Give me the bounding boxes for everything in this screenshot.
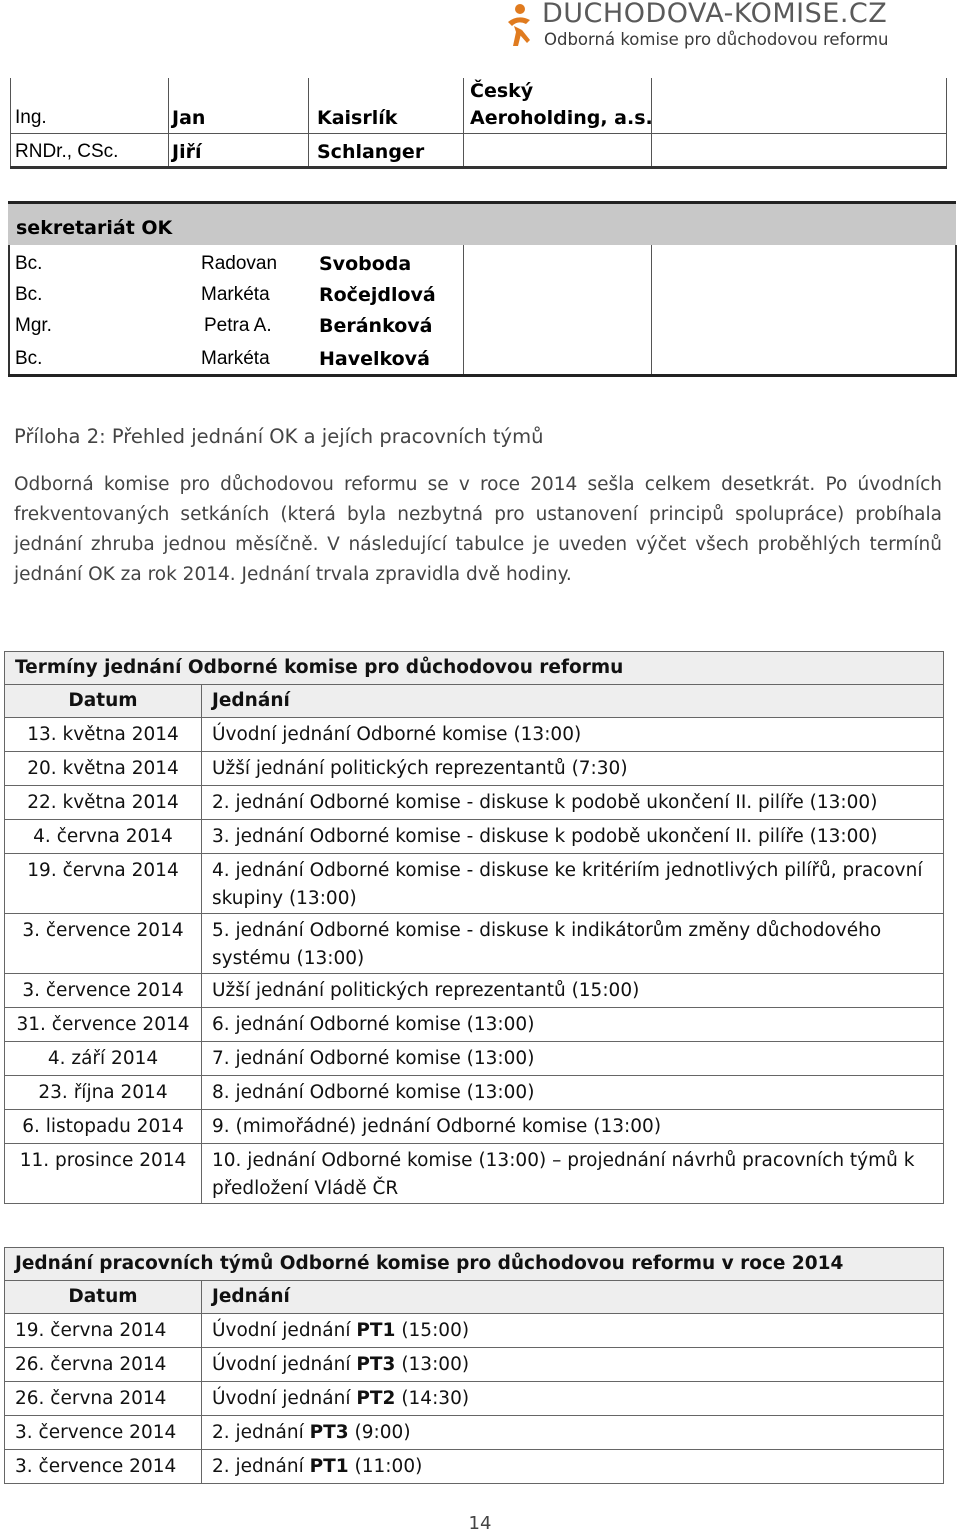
meeting-date: 4. září 2014 (5, 1042, 202, 1076)
paragraph-line: Odborná komise pro důchodovou reformu se v roce 2014 sešla celkem desetkrát. Po úvodních (14, 474, 942, 495)
commission-meetings-table (4, 651, 944, 1204)
meeting-description: Úvodní jednání PT2 (14:30) (202, 1382, 944, 1416)
meeting-description: 5. jednání Odborné komise - diskuse k indikátorům změny důchodového systému (13:00) (202, 914, 944, 974)
meeting-description: 3. jednání Odborné komise - diskuse k podobě ukončení II. pilíře (13:00) (202, 820, 944, 854)
team-code: PT1 (309, 1456, 349, 1477)
secretariat-last-name: Svoboda (319, 253, 412, 275)
meeting-description: Úvodní jednání PT3 (13:00) (202, 1348, 944, 1382)
meeting-description: Úvodní jednání PT1 (15:00) (202, 1314, 944, 1348)
logo-mark-icon (500, 0, 540, 50)
meeting-date: 26. června 2014 (5, 1382, 202, 1416)
column-header-meeting: Jednání (202, 1281, 944, 1314)
table-row (5, 1416, 944, 1450)
member-title: RNDr., CSc. (15, 141, 119, 162)
paragraph-line: jednání zhruba jednou měsíčně. V následující tabulce je uveden výčet všech proběhlých termínů (14, 534, 942, 555)
member-last-name: Kaisrlík (317, 107, 398, 129)
member-org: Český (470, 80, 534, 102)
meeting-date: 3. července 2014 (5, 1416, 202, 1450)
table-row (5, 1314, 944, 1348)
meeting-date: 3. července 2014 (5, 974, 202, 1008)
meeting-description: Úvodní jednání Odborné komise (13:00) (202, 718, 944, 752)
logo-subtitle: Odborná komise pro důchodovou reformu (544, 30, 889, 49)
meeting-description: 2. jednání PT1 (11:00) (202, 1450, 944, 1484)
meeting-date: 31. července 2014 (5, 1008, 202, 1042)
meeting-date: 26. června 2014 (5, 1348, 202, 1382)
table-row (5, 718, 944, 752)
meeting-date: 11. prosince 2014 (5, 1144, 202, 1204)
secretariat-first-name: Markéta (201, 284, 270, 305)
table-row (5, 786, 944, 820)
secretariat-first-name: Petra A. (204, 315, 272, 336)
meeting-date: 19. června 2014 (5, 1314, 202, 1348)
team-code: PT2 (356, 1388, 396, 1409)
table-row (5, 1076, 944, 1110)
page-number: 14 (468, 1513, 492, 1534)
secretariat-last-name: Beránková (319, 315, 433, 337)
team-code: PT3 (356, 1354, 396, 1375)
table-title: Jednání pracovních týmů Odborné komise pro důchodovou reformu v roce 2014 (5, 1248, 944, 1281)
team-meetings-table (4, 1247, 944, 1484)
meeting-description: 2. jednání Odborné komise - diskuse k podobě ukončení II. pilíře (13:00) (202, 786, 944, 820)
meeting-date: 13. května 2014 (5, 718, 202, 752)
logo-title: DUCHODOVA-KOMISE.CZ (542, 0, 888, 29)
annex-heading: Příloha 2: Přehled jednání OK a jejích pracovních týmů (14, 425, 544, 448)
table-row (5, 1382, 944, 1416)
site-logo (500, 0, 940, 56)
secretariat-last-name: Havelková (319, 348, 430, 370)
meeting-description: 9. (mimořádné) jednání Odborné komise (13:00) (202, 1110, 944, 1144)
meeting-description: 7. jednání Odborné komise (13:00) (202, 1042, 944, 1076)
meeting-description: 10. jednání Odborné komise (13:00) – projednání návrhů pracovních týmů k předložení Vládě ČR (202, 1144, 944, 1204)
column-header-date: Datum (5, 1281, 202, 1314)
table-row (5, 854, 944, 914)
team-code: PT3 (309, 1422, 349, 1443)
secretariat-title: Bc. (15, 348, 43, 369)
meeting-date: 4. června 2014 (5, 820, 202, 854)
meeting-description: 6. jednání Odborné komise (13:00) (202, 1008, 944, 1042)
table-row (5, 820, 944, 854)
meeting-date: 6. listopadu 2014 (5, 1110, 202, 1144)
table-title: Termíny jednání Odborné komise pro důchodovou reformu (5, 652, 944, 685)
meeting-description: Užší jednání politických reprezentantů (15:00) (202, 974, 944, 1008)
meeting-date: 19. června 2014 (5, 854, 202, 914)
meeting-date: 3. července 2014 (5, 1450, 202, 1484)
secretariat-title: Bc. (15, 253, 43, 274)
secretariat-last-name: Ročejdlová (319, 284, 436, 306)
member-first-name: Jiří (172, 141, 202, 163)
meeting-date: 22. května 2014 (5, 786, 202, 820)
column-header-meeting: Jednání (202, 685, 944, 718)
table-row (5, 974, 944, 1008)
table-row (5, 1008, 944, 1042)
table-row (5, 1144, 944, 1204)
meeting-description: 4. jednání Odborné komise - diskuse ke kritériím jednotlivých pilířů, pracovní skupiny (13:00) (202, 854, 944, 914)
table-row (5, 1348, 944, 1382)
table-row (5, 1450, 944, 1484)
meeting-date: 23. října 2014 (5, 1076, 202, 1110)
member-title: Ing. (15, 107, 47, 128)
meeting-description: 8. jednání Odborné komise (13:00) (202, 1076, 944, 1110)
member-org: Aeroholding, a.s. (470, 107, 653, 129)
meeting-date: 20. května 2014 (5, 752, 202, 786)
meeting-description: Užší jednání politických reprezentantů (7:30) (202, 752, 944, 786)
member-first-name: Jan (172, 107, 206, 129)
table-row (5, 914, 944, 974)
secretariat-header: sekretariát OK (16, 217, 173, 239)
secretariat-first-name: Markéta (201, 348, 270, 369)
table-row (5, 1042, 944, 1076)
team-code: PT1 (356, 1320, 396, 1341)
secretariat-first-name: Radovan (201, 253, 278, 274)
table-row (5, 1110, 944, 1144)
member-last-name: Schlanger (317, 141, 425, 163)
column-header-date: Datum (5, 685, 202, 718)
paragraph-line: frekventovaných setkáních (která byla nezbytná pro ustanovení principů spolupráce) probíhala (14, 504, 942, 525)
table-row (5, 752, 944, 786)
secretariat-title: Bc. (15, 284, 43, 305)
secretariat-title: Mgr. (15, 315, 52, 336)
paragraph-line: jednání OK za rok 2014. Jednání trvala zpravidla dvě hodiny. (14, 564, 572, 585)
meeting-description: 2. jednání PT3 (9:00) (202, 1416, 944, 1450)
meeting-date: 3. července 2014 (5, 914, 202, 974)
